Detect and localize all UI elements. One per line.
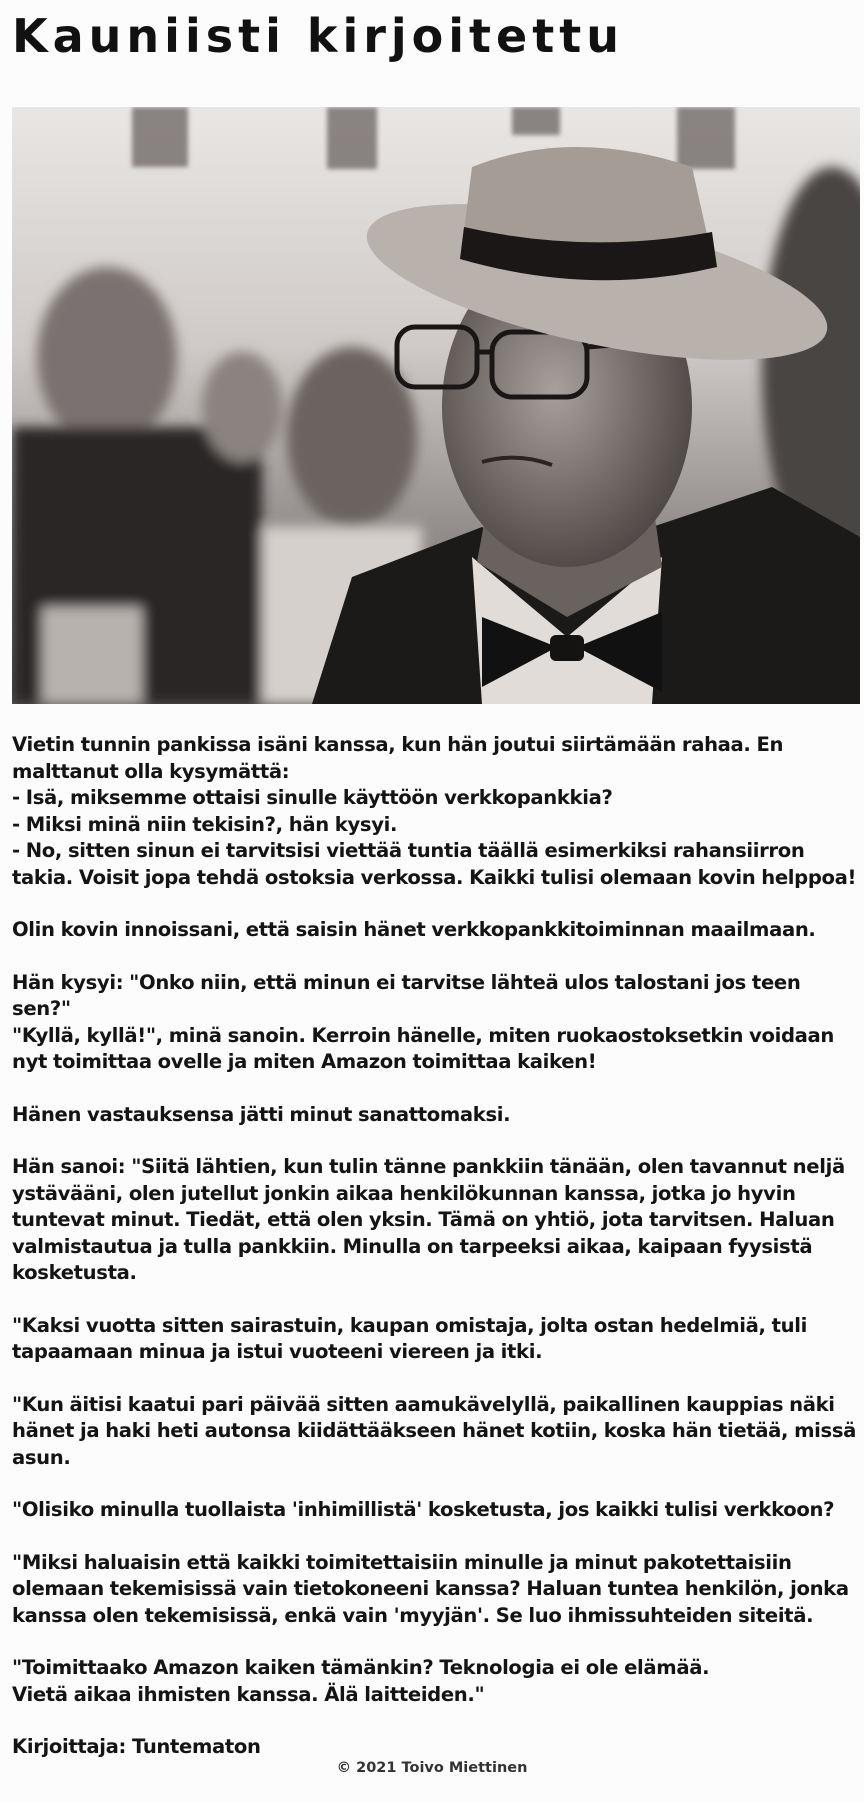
paragraph: [12, 1154, 858, 1287]
paragraph: [12, 1655, 858, 1708]
elderly-man-straw-hat-photo: [12, 107, 860, 704]
paragraph: [12, 1497, 858, 1524]
paragraph: [12, 1734, 858, 1761]
paragraph-line: Vietin tunnin pankissa isäni kanssa, kun hän joutui siirtämään rahaa. En malttanut olla kysymättä:: [12, 733, 784, 783]
paragraph: [12, 917, 858, 944]
paragraph-line: Hän kysyi: "Onko niin, että minun ei tarvitse lähteä ulos talostani jos teen sen?": [12, 970, 801, 1020]
paragraph-line: - Isä, miksemme ottaisi sinulle käyttöön verkkopankkia?: [12, 786, 613, 809]
paragraph-line: "Toimittaako Amazon kaiken tämänkin? Teknologia ei ole elämää.: [12, 1656, 710, 1679]
paragraph: [12, 970, 858, 1076]
paragraph: [12, 1392, 858, 1472]
copyright-footer: © 2021 Toivo Miettinen: [336, 1760, 528, 1776]
paragraph-line: "Kun äitisi kaatui pari päivää sitten aamukävelyllä, paikallinen kauppias näki hänet ja haki heti autonsa kiidättääkseen hänet kotiin, koska hän tietää, missä asun.: [12, 1392, 857, 1469]
paragraph-line: Vietä aikaa ihmisten kanssa. Älä laitteiden.": [12, 1682, 485, 1706]
article-body: [12, 732, 858, 1787]
paragraph: [12, 1550, 858, 1630]
page-title: Kauniisti kirjoitettu: [12, 9, 624, 63]
paragraph-line: - Miksi minä niin tekisin?, hän kysyi.: [12, 812, 398, 836]
paragraph: [12, 1102, 858, 1129]
paragraph-line: "Kaksi vuotta sitten sairastuin, kaupan omistaja, jolta ostan hedelmiä, tuli tapaamaan minua ja istui vuoteeni viereen ja itki.: [12, 1313, 807, 1363]
paragraph-line: Hänen vastauksensa jätti minut sanattomaksi.: [12, 1102, 511, 1126]
paragraph-line: "Olisiko minulla tuollaista 'inhimillistä' kosketusta, jos kaikki tulisi verkkoon?: [12, 1498, 835, 1521]
paragraph-line: "Miksi haluaisin että kaikki toimitettaisiin minulle ja minut pakotettaisiin olemaan tekemisissä vain tietokoneeni kanssa? Haluan tuntea henkilön, jonka kanssa olen tekemisissä, enkä vain 'myyjän'. Se luo ihmissuhteiden siteitä.: [12, 1550, 849, 1627]
paragraph-line: Hän sanoi: "Siitä lähtien, kun tulin tänne pankkiin tänään, olen tavannut neljä ystävääni, olen jutellut jonkin aikaa henkilökunnan kanssa, jotka jo hyvin tuntevat minut. Tiedät, että olen yksin. Tämä on yhtiö, jota tarvitsen. Haluan valmistautua ja tulla pankkiin. Minulla on tarpeeksi aikaa, kaipaan fyysistä kosketusta.: [12, 1155, 845, 1284]
paragraph: [12, 732, 858, 891]
paragraph-line: - No, sitten sinun ei tarvitsisi viettää tuntia täällä esimerkiksi rahansiirron takia. Voisit jopa tehdä ostoksia verkossa. Kaikki tulisi olemaan kovin helppoa!: [12, 839, 857, 889]
paragraph-line: "Kyllä, kyllä!", minä sanoin. Kerroin hänelle, miten ruokaostoksetkin voidaan nyt toimittaa ovelle ja miten Amazon toimittaa kaiken!: [12, 1023, 834, 1073]
paragraph-line: Olin kovin innoissani, että saisin hänet verkkopankkitoiminnan maailmaan.: [12, 918, 816, 941]
paragraph-line: Kirjoittaja: Tuntematon: [12, 1735, 261, 1758]
paragraph: [12, 1313, 858, 1366]
